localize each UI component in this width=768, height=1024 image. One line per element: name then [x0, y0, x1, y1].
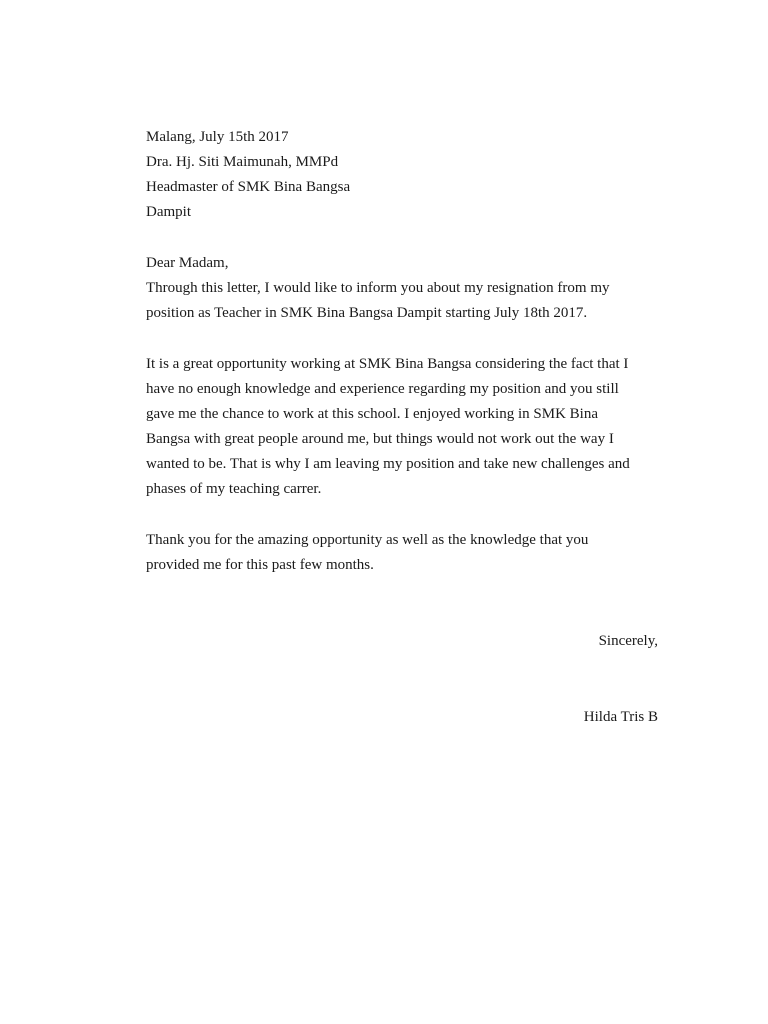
paragraph-1-line: Through this letter, I would like to inform you about my resignation from my: [146, 280, 610, 296]
paragraph-2-line: wanted to be. That is why I am leaving my position and take new challenges and: [146, 456, 630, 472]
paragraph-2-line: gave me the chance to work at this school. I enjoyed working in SMK Bina: [146, 406, 598, 422]
closing: Sincerely,: [598, 633, 658, 649]
signature-name: Hilda Tris B: [583, 709, 658, 725]
paragraph-2-line: phases of my teaching carrer.: [146, 481, 322, 497]
recipient-name: Dra. Hj. Siti Maimunah, MMPd: [146, 154, 339, 170]
paragraph-1-line: position as Teacher in SMK Bina Bangsa Dampit starting July 18th 2017.: [146, 305, 588, 321]
paragraph-2-line: have no enough knowledge and experience regarding my position and you still: [146, 381, 619, 397]
paragraph-3-line: Thank you for the amazing opportunity as well as the knowledge that you: [146, 532, 589, 548]
recipient-title: Headmaster of SMK Bina Bangsa: [146, 179, 351, 195]
salutation: Dear Madam,: [146, 255, 229, 271]
place-date: Malang, July 15th 2017: [146, 129, 289, 145]
paragraph-2-line: Bangsa with great people around me, but things would not work out the way I: [146, 431, 614, 447]
paragraph-2-line: It is a great opportunity working at SMK Bina Bangsa considering the fact that I: [146, 356, 629, 372]
recipient-location: Dampit: [146, 204, 191, 220]
paragraph-3-line: provided me for this past few months.: [146, 557, 374, 573]
